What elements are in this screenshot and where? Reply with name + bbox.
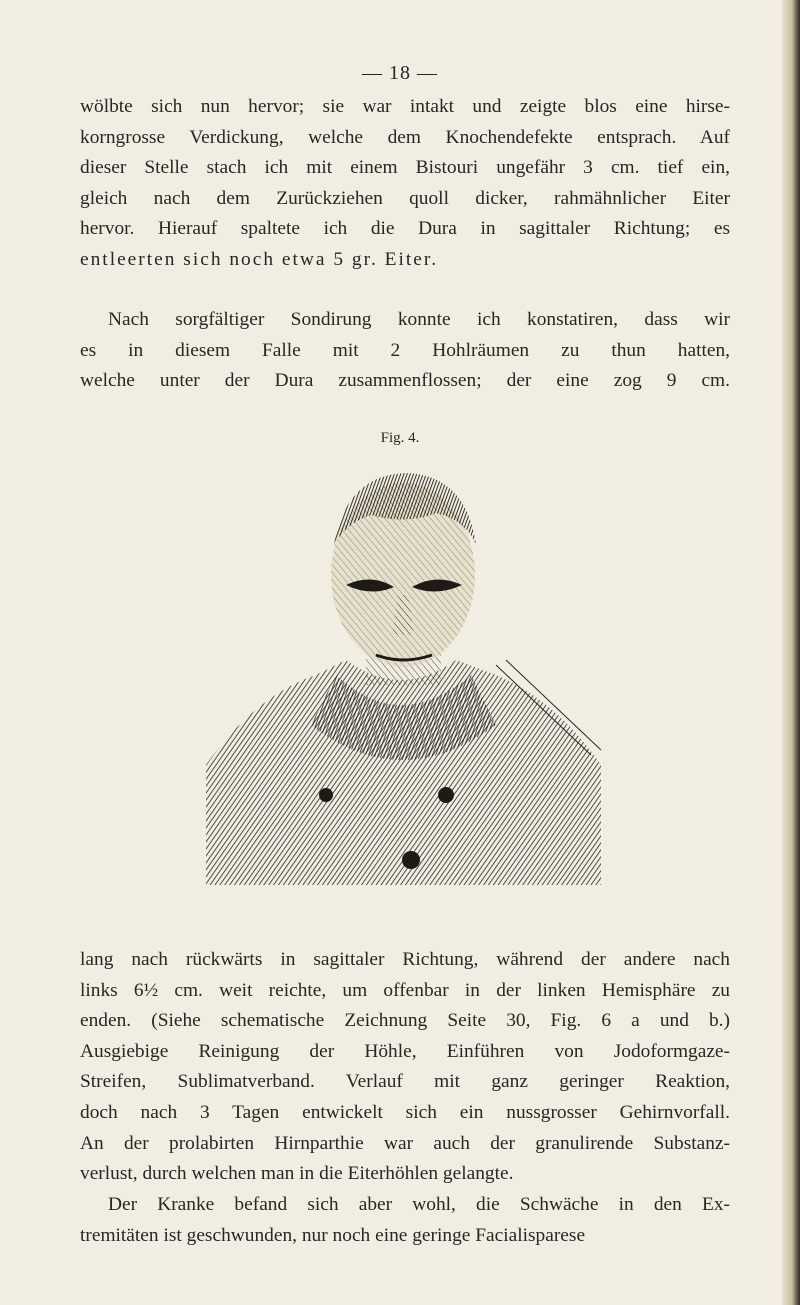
paragraph-top xyxy=(80,92,730,276)
paragraph-second xyxy=(80,305,730,397)
paragraph-last xyxy=(80,1190,730,1251)
text-line: Streifen, Sublimatverband. Verlauf mit ganz geringer Reaktion, xyxy=(80,1071,730,1093)
text-line: lang nach rückwärts in sagittaler Richtung, während der andere nach xyxy=(80,949,730,970)
text-line: hervor. Hierauf spaltete ich die Dura in sagittaler Richtung; es xyxy=(80,218,730,240)
text-line: korngrosse Verdickung, welche dem Knochendefekte entsprach. Auf xyxy=(80,126,730,148)
page-edge-shadow xyxy=(782,0,800,1305)
text-line: Nach sorgfältiger Sondirung konnte ich konstatiren, dass wir xyxy=(108,309,730,330)
text-line: Der Kranke befand sich aber wohl, die Schwäche in den Ex- xyxy=(108,1194,730,1215)
text-line: welche unter der Dura zusammenflossen; der eine zog 9 cm. xyxy=(80,370,730,392)
text-line: verlust, durch welchen man in die Eiterhöhlen gelangte. xyxy=(80,1163,514,1185)
text-line: An der prolabirten Hirnparthie war auch der granulirende Substanz- xyxy=(80,1132,730,1154)
page-number: — 18 — xyxy=(362,62,438,84)
text-line: doch nach 3 Tagen entwickelt sich ein nussgrosser Gehirnvorfall. xyxy=(80,1101,730,1123)
text-line: tremitäten ist geschwunden, nur noch eine geringe Facialisparese xyxy=(80,1224,586,1246)
text-line: es in diesem Falle mit 2 Hohlräumen zu thun hatten, xyxy=(80,339,730,361)
portrait-engraving xyxy=(196,465,611,885)
text-line: Ausgiebige Reinigung der Höhle, Einführen von Jodoformgaze- xyxy=(80,1040,730,1062)
figure-caption: Fig. 4. xyxy=(380,430,420,446)
text-line: wölbte sich nun hervor; sie war intakt und zeigte blos eine hirse- xyxy=(80,96,730,117)
text-line: dieser Stelle stach ich mit einem Bistouri ungefähr 3 cm. tief ein, xyxy=(80,157,730,179)
text-line: entleerten sich noch etwa 5 gr. Eiter. xyxy=(80,248,439,270)
text-line: gleich nach dem Zurückziehen quoll dicker, rahmähnlicher Eiter xyxy=(80,187,730,209)
text-line: enden. (Siehe schematische Zeichnung Seite 30, Fig. 6 a und b.) xyxy=(80,1010,730,1032)
text-line: links 6½ cm. weit reichte, um offenbar in der linken Hemisphäre zu xyxy=(80,979,730,1001)
paragraph-bottom xyxy=(80,945,730,1190)
